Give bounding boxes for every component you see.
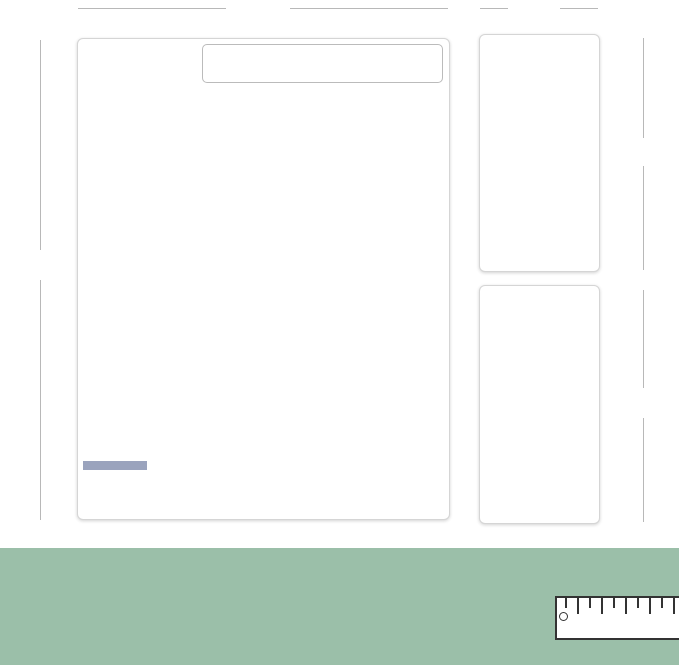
notes-board — [479, 34, 600, 272]
monthly-calendar-board — [77, 38, 450, 520]
shopping-height-line-top — [643, 290, 644, 388]
height-dimension-line-bottom — [40, 280, 41, 520]
month-name-box[interactable] — [202, 44, 443, 83]
ruler-tick — [661, 598, 663, 608]
ruler-tick — [673, 598, 675, 614]
ruler-tick — [577, 598, 579, 614]
ruler-tick — [565, 598, 567, 608]
ruler-tick — [613, 598, 615, 608]
habits-header — [83, 461, 147, 470]
width-dimension-line-left — [78, 8, 226, 9]
shopping-board — [479, 285, 600, 524]
shopping-height-line-bottom — [643, 418, 644, 522]
notes-width-line-left — [480, 8, 508, 9]
ruler-tick — [589, 598, 591, 608]
notes-height-line-bottom — [643, 166, 644, 270]
ruler-tick — [601, 598, 603, 614]
ruler-tick — [637, 598, 639, 608]
width-dimension-line-right — [290, 8, 448, 9]
notes-width-line-right — [560, 8, 598, 9]
notes-height-line-top — [643, 38, 644, 138]
ruler-tick — [625, 598, 627, 614]
ruler-hole — [559, 612, 568, 621]
height-dimension-line-top — [40, 40, 41, 250]
ruler-tick — [649, 598, 651, 614]
ruler-icon — [555, 596, 679, 640]
